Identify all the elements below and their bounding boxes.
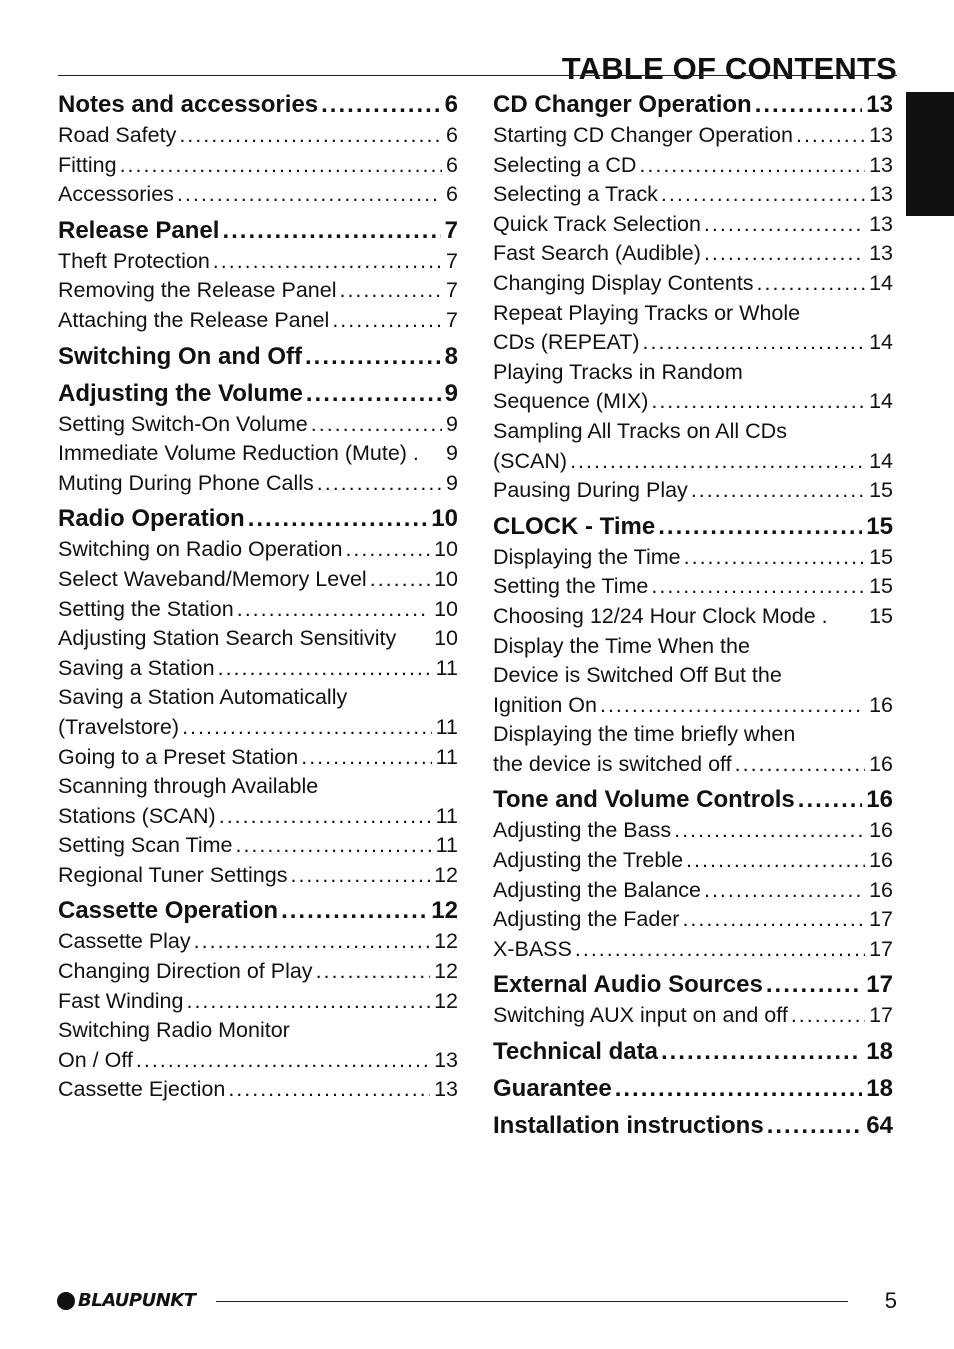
toc-entry-page: 9 [446, 470, 458, 495]
toc-entry[interactable] [58, 624, 458, 654]
toc-section-heading[interactable] [493, 783, 893, 816]
toc-section-heading[interactable] [58, 88, 458, 121]
dot-leader [321, 88, 441, 121]
toc-section-heading[interactable] [493, 88, 893, 121]
toc-entry-label: Adjusting the Bass [493, 818, 672, 843]
toc-entry[interactable] [493, 905, 893, 935]
dot-leader [691, 476, 865, 506]
toc-heading-page: 17 [866, 971, 893, 999]
toc-entry-label: Displaying the Time [493, 544, 681, 569]
dot-leader [575, 935, 865, 965]
toc-entry-page: 11 [435, 655, 458, 680]
toc-entry[interactable] [58, 802, 458, 832]
toc-entry-page: 6 [446, 123, 458, 147]
toc-entry-page: 15 [869, 478, 893, 503]
toc-entry-label: Setting Switch-On Volume [58, 411, 308, 436]
dot-leader [686, 846, 865, 876]
toc-heading-label: CD Changer Operation [493, 91, 752, 118]
toc-entry-page: 15 [869, 574, 893, 599]
toc-heading-page: 12 [431, 897, 458, 925]
toc-entry[interactable] [493, 239, 893, 269]
toc-heading-label: Technical data [493, 1038, 658, 1066]
toc-heading-page: 9 [444, 379, 458, 407]
toc-entry[interactable] [493, 816, 893, 846]
toc-entry-label: Setting Scan Time [58, 833, 233, 858]
toc-entry-page: 13 [434, 1047, 458, 1072]
dot-leader [661, 1035, 862, 1068]
toc-entry-label: Adjusting the Fader [493, 907, 680, 932]
toc-entry-page: 14 [869, 448, 893, 473]
toc-entry-label: (SCAN) [493, 448, 568, 473]
toc-entry-label-line: Displaying the time briefly when [493, 722, 796, 747]
toc-entry-label-line: Switching Radio Monitor [58, 1018, 290, 1043]
toc-entry-page: 15 [869, 603, 893, 628]
toc-entry-page: 10 [434, 626, 458, 651]
toc-entry-label: Stations (SCAN) [58, 803, 216, 828]
toc-heading-page: 7 [444, 216, 458, 244]
dot-leader [177, 180, 442, 210]
dot-leader [570, 447, 865, 477]
toc-section [493, 968, 893, 1031]
toc-section-heading[interactable] [58, 502, 458, 535]
toc-heading-page: 18 [866, 1075, 893, 1103]
toc-section [58, 340, 458, 373]
toc-entry[interactable] [58, 121, 458, 151]
toc-heading-label: Guarantee [493, 1075, 612, 1103]
toc-entry[interactable] [58, 743, 458, 773]
dot-leader [316, 957, 431, 987]
dot-leader [796, 121, 865, 151]
toc-entry-label: Fast Search (Audible) [493, 241, 701, 266]
toc-heading-label: External Audio Sources [493, 971, 763, 999]
toc-entry-label: Road Safety [58, 123, 177, 147]
dot-leader [339, 276, 442, 306]
toc-entry-label: X-BASS [493, 936, 572, 961]
toc-entry[interactable] [493, 602, 893, 632]
toc-entry-label: Choosing 12/24 Hour Clock Mode . [493, 603, 828, 628]
toc-entry-label: Sequence (MIX) [493, 389, 649, 414]
dot-leader [317, 469, 442, 499]
toc-entry-label-line: Sampling All Tracks on All CDs [493, 418, 787, 443]
toc-entry-label: Cassette Play [58, 929, 191, 954]
dot-leader [615, 1072, 863, 1105]
dot-leader [332, 306, 442, 336]
toc-entry-page: 17 [869, 907, 893, 932]
toc-entry-label: Changing Direction of Play [58, 959, 313, 984]
toc-entry-page: 16 [869, 848, 893, 873]
toc-entry-page: 10 [434, 566, 458, 591]
toc-entry[interactable] [58, 439, 458, 469]
toc-section-heading[interactable] [58, 214, 458, 247]
toc-entry-label: Adjusting the Treble [493, 848, 684, 873]
toc-heading-label: Tone and Volume Controls [493, 786, 795, 814]
toc-entry-page: 16 [869, 692, 893, 717]
dot-leader [684, 543, 865, 573]
toc-heading-label: Switching On and Off [58, 342, 302, 370]
toc-section [493, 510, 893, 780]
toc-entry-page: 6 [446, 182, 458, 207]
toc-entry-label: the device is switched off [493, 751, 732, 776]
toc-heading-page: 13 [866, 91, 893, 118]
toc-entry-label: Switching on Radio Operation [58, 537, 343, 562]
toc-entry-page: 10 [434, 596, 458, 621]
dot-leader [798, 783, 863, 816]
toc-entry-label: Setting the Station [58, 596, 234, 621]
toc-entry-label: Regional Tuner Settings [58, 862, 288, 887]
toc-entry-page: 10 [434, 537, 458, 562]
dot-leader [179, 121, 442, 151]
toc-entry-label: On / Off [58, 1047, 133, 1072]
dot-leader [704, 239, 865, 269]
toc-entry-page: 7 [446, 248, 458, 273]
toc-heading-page: 16 [866, 786, 893, 814]
dot-leader [661, 180, 865, 210]
toc-entry[interactable] [493, 121, 893, 151]
toc-entry-label-line: Scanning through Available [58, 774, 319, 799]
toc-entry[interactable] [493, 691, 893, 721]
toc-entry-page: 9 [446, 441, 458, 466]
toc-entry-page: 14 [869, 389, 893, 414]
dot-leader [186, 987, 430, 1017]
toc-entry-label: Accessories [58, 182, 174, 207]
brand-logo [57, 1290, 196, 1311]
dot-leader [639, 151, 865, 181]
toc-entry[interactable] [58, 987, 458, 1017]
toc-heading-page: 18 [866, 1038, 893, 1066]
toc-entry-label: Changing Display Contents [493, 270, 754, 295]
page-number: 5 [884, 1288, 897, 1313]
dot-leader [194, 927, 430, 957]
toc-entry-page: 17 [869, 1003, 893, 1028]
toc-entry[interactable] [493, 1001, 893, 1031]
toc-section-heading[interactable] [58, 340, 458, 373]
dot-leader [281, 894, 427, 927]
toc-entry-label: Removing the Release Panel [58, 278, 337, 303]
dot-leader [370, 565, 430, 595]
dot-leader [290, 861, 430, 891]
toc-section-heading[interactable] [493, 1109, 893, 1142]
toc-entry[interactable] [493, 387, 893, 417]
toc-entry-label: Setting the Time [493, 574, 649, 599]
page-title: TABLE OF CONTENTS [561, 50, 897, 86]
toc-entry-label-line: Saving a Station Automatically [58, 685, 348, 710]
toc-heading-label: Cassette Operation [58, 897, 279, 925]
toc-entry-label: Select Waveband/Memory Level [58, 566, 367, 591]
title-divider [58, 75, 897, 76]
toc-entry-page: 9 [446, 411, 458, 436]
toc-entry[interactable] [493, 151, 893, 181]
toc-entry[interactable] [58, 151, 458, 181]
dot-leader [306, 377, 441, 410]
toc-entry-page: 12 [434, 988, 458, 1013]
toc-entry-page: 13 [869, 123, 893, 147]
toc-section [493, 88, 893, 506]
toc-entry-label: Starting CD Changer Operation [493, 123, 793, 147]
toc-entry-label: Pausing During Play [493, 478, 688, 503]
toc-entry[interactable] [58, 831, 458, 861]
toc-entry[interactable] [58, 247, 458, 277]
toc-entry-page: 14 [869, 270, 893, 295]
toc-entry-page: 12 [434, 959, 458, 984]
dot-leader [305, 340, 441, 373]
dot-leader [766, 968, 862, 1001]
footer-divider [216, 1301, 848, 1302]
dot-leader [222, 214, 440, 247]
dot-leader [791, 1001, 865, 1031]
toc-section [493, 783, 893, 964]
toc-entry-label-line: Display the Time When the [493, 633, 750, 658]
toc-entry-page: 11 [435, 744, 458, 769]
toc-entry-label: Adjusting the Balance [493, 877, 701, 902]
dot-leader [136, 1046, 430, 1076]
toc-heading-label: Release Panel [58, 216, 220, 244]
toc-entry-label: Cassette Ejection [58, 1077, 226, 1102]
toc-heading-label: Adjusting the Volume [58, 379, 303, 407]
toc-entry[interactable] [493, 543, 893, 573]
toc-entry-label: Adjusting Station Search Sensitivity [58, 626, 397, 651]
toc-entry-page: 6 [446, 152, 458, 177]
toc-entry[interactable] [493, 180, 893, 210]
toc-section-heading[interactable] [58, 894, 458, 927]
toc-section-heading[interactable] [493, 510, 893, 543]
dot-leader [218, 654, 432, 684]
dot-leader [120, 151, 442, 181]
toc-entry-page: 11 [435, 833, 458, 858]
toc-section-heading[interactable] [493, 968, 893, 1001]
toc-entry-label-line: Repeat Playing Tracks or Whole [493, 300, 801, 325]
toc-entry-label: (Travelstore) [58, 714, 180, 739]
toc-entry[interactable] [493, 328, 893, 358]
dot-leader [237, 595, 430, 625]
dot-leader [767, 1109, 863, 1142]
toc-entry-page: 15 [869, 544, 893, 569]
toc-entry-page: 13 [869, 152, 893, 177]
toc-entry-page: 14 [869, 330, 893, 355]
toc-entry[interactable] [58, 654, 458, 684]
toc-heading-page: 6 [444, 91, 458, 118]
toc-heading-page: 8 [444, 342, 458, 370]
toc-entry[interactable] [58, 410, 458, 440]
toc-entry[interactable] [493, 210, 893, 240]
brand-name: BLAUPUNKT [78, 1290, 196, 1311]
toc-entry[interactable] [493, 572, 893, 602]
toc-heading-page: 64 [866, 1112, 893, 1140]
dot-leader [345, 535, 430, 565]
toc-entry[interactable] [58, 957, 458, 987]
dot-leader [228, 1075, 430, 1105]
dot-leader [682, 905, 865, 935]
dot-leader [755, 88, 863, 121]
toc-entry-page: 13 [869, 182, 893, 207]
toc-entry[interactable] [58, 276, 458, 306]
toc-entry[interactable] [58, 861, 458, 891]
language-tab-marker [906, 92, 954, 216]
toc-entry-page: 17 [869, 936, 893, 961]
toc-heading-label: Installation instructions [493, 1112, 764, 1140]
dot-leader [248, 502, 428, 535]
dot-leader [735, 750, 865, 780]
dot-leader [182, 713, 432, 743]
toc-entry-label: Theft Protection [58, 248, 210, 273]
toc-entry-label: CDs (REPEAT) [493, 330, 640, 355]
toc-section [493, 1035, 893, 1068]
toc-entry[interactable] [58, 927, 458, 957]
dot-leader [674, 816, 865, 846]
toc-entry[interactable] [58, 713, 458, 743]
toc-entry[interactable] [58, 180, 458, 210]
dot-leader [704, 876, 865, 906]
toc-entry[interactable] [58, 535, 458, 565]
toc-entry[interactable] [493, 876, 893, 906]
dot-leader [704, 210, 865, 240]
toc-entry[interactable] [58, 1046, 458, 1076]
toc-entry[interactable] [493, 476, 893, 506]
toc-heading-page: 10 [431, 505, 458, 533]
dot-leader [757, 269, 866, 299]
toc-left-column [58, 88, 458, 1109]
toc-entry[interactable] [58, 306, 458, 336]
toc-entry-page: 13 [434, 1077, 458, 1102]
dot-leader [643, 328, 866, 358]
toc-entry-label: Ignition On [493, 692, 597, 717]
toc-entry-label-line: Playing Tracks in Random [493, 359, 743, 384]
toc-entry-page: 11 [435, 803, 458, 828]
dot-leader [219, 802, 432, 832]
toc-section [58, 88, 458, 210]
dot-leader [651, 387, 865, 417]
dot-leader [600, 691, 865, 721]
toc-entry-label: Saving a Station [58, 655, 215, 680]
toc-entry-page: 12 [434, 862, 458, 887]
toc-heading-label: Radio Operation [58, 505, 245, 533]
toc-entry-label: Immediate Volume Reduction (Mute) . [58, 441, 419, 466]
toc-entry-page: 13 [869, 241, 893, 266]
toc-entry-label: Fitting [58, 152, 117, 177]
dot-leader [311, 410, 442, 440]
toc-entry[interactable] [493, 846, 893, 876]
toc-entry-label: Selecting a CD [493, 152, 637, 177]
toc-heading-page: 15 [866, 512, 893, 540]
toc-entry-label: Fast Winding [58, 988, 184, 1013]
dot-leader [301, 743, 431, 773]
toc-entry[interactable] [58, 469, 458, 499]
toc-section-heading[interactable] [493, 1035, 893, 1068]
toc-entry[interactable] [493, 269, 893, 299]
toc-entry[interactable] [493, 447, 893, 477]
toc-entry[interactable] [493, 935, 893, 965]
toc-entry-page: 13 [869, 211, 893, 236]
toc-entry[interactable] [58, 1075, 458, 1105]
toc-heading-label: Notes and accessories [58, 91, 319, 118]
toc-section [58, 214, 458, 336]
logo-dot-icon [57, 1292, 75, 1310]
toc-section [493, 1109, 893, 1142]
toc-entry[interactable] [493, 750, 893, 780]
toc-heading-label: CLOCK - Time [493, 512, 656, 540]
toc-entry-page: 16 [869, 751, 893, 776]
toc-section [58, 502, 458, 890]
toc-entry-label: Selecting a Track [493, 182, 658, 207]
toc-entry-label: Going to a Preset Station [58, 744, 299, 769]
toc-section [493, 1072, 893, 1105]
toc-entry-page: 7 [446, 278, 458, 303]
dot-leader [235, 831, 431, 861]
toc-section-heading[interactable] [493, 1072, 893, 1105]
dot-leader [658, 510, 862, 543]
toc-entry-page: 16 [869, 877, 893, 902]
toc-section [58, 377, 458, 499]
dot-leader [651, 572, 865, 602]
toc-section [58, 894, 458, 1105]
toc-entry-label-line: Device is Switched Off But the [493, 663, 782, 688]
toc-entry-label: Switching AUX input on and off [493, 1003, 788, 1028]
toc-entry-page: 16 [869, 818, 893, 843]
toc-entry-page: 11 [435, 714, 458, 739]
toc-entry[interactable] [58, 565, 458, 595]
toc-entry[interactable] [58, 595, 458, 625]
toc-entry-page: 12 [434, 929, 458, 954]
toc-entry-label: Attaching the Release Panel [58, 307, 330, 332]
toc-entry-page: 7 [446, 307, 458, 332]
toc-right-column [493, 88, 893, 1146]
dot-leader [213, 247, 442, 277]
toc-entry-label: Quick Track Selection [493, 211, 701, 236]
toc-section-heading[interactable] [58, 377, 458, 410]
toc-entry-label: Muting During Phone Calls [58, 470, 314, 495]
